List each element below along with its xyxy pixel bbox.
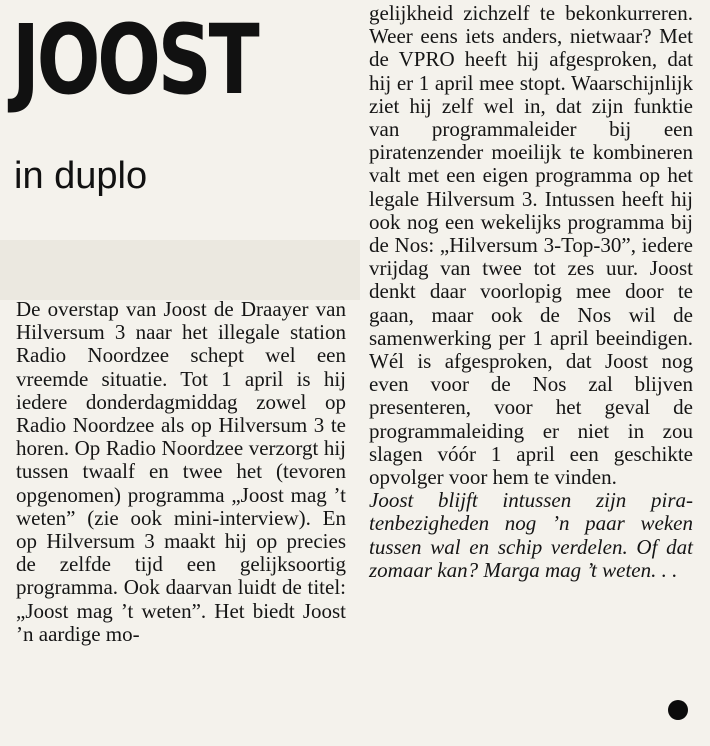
end-of-article-dot-icon (668, 700, 688, 720)
headline: JOOST (12, 4, 257, 116)
photo-shadow (0, 240, 360, 300)
article-column-left (16, 298, 346, 646)
closing-italic-text: Joost blijft intussen zijn piratenbezigheden nog ’n paar weken tussen wal en schip verdelen. Of dat zomaar kan? Marga mag ’t weten. . . (369, 488, 693, 582)
article-column-right (369, 2, 693, 582)
right-column-text: gelijkheid zichzelf te bekonkurreren. Weer eens iets anders, nietwaar? Met de VPRO heeft hij afgesproken, dat hij er 1 april mee stopt. Waarschijnlijk ziet hij zelf wel in, dat zijn funktie van programmaleider bij een piratenzender moeilijk te kombineren valt met een eigen programma op het legale Hilversum 3. Intussen heeft hij ook nog een wekelijks programma bij de Nos: „Hilversum 3-Top-30”, iedere vrijdag van twee tot zes uur. Joost denkt daar voorlopig mee door te gaan, maar ook de Nos wil de samenwerking per 1 april beeindigen. Wél is afgesproken, dat Joost nog even voor de Nos zal blijven presenteren, voor het geval de programmaleiding er niet in zou slagen vóór 1 april een geschikte opvolger voor hem te vinden. (369, 1, 693, 490)
left-column-text: De overstap van Joost de Draayer van Hilversum 3 naar het illegale station Radio Noordzee schept wel een vreemde situatie. Tot 1 april is hij iedere donderdagmiddag zowel op Radio Noordzee als op Hilversum 3 te horen. Op Radio Noordzee verzorgt hij tussen twaalf en twee het (tevoren opgenomen) programma „Joost mag ’t weten” (zie ook mini-interview). En op Hilversum 3 maakt hij op precies de zelfde tijd een gelijksoortig programma. Ook daarvan luidt de titel: „Joost mag ’t weten”. Het biedt Joost ’n aardige mo- (16, 297, 346, 646)
subheadline: in duplo (14, 155, 148, 197)
